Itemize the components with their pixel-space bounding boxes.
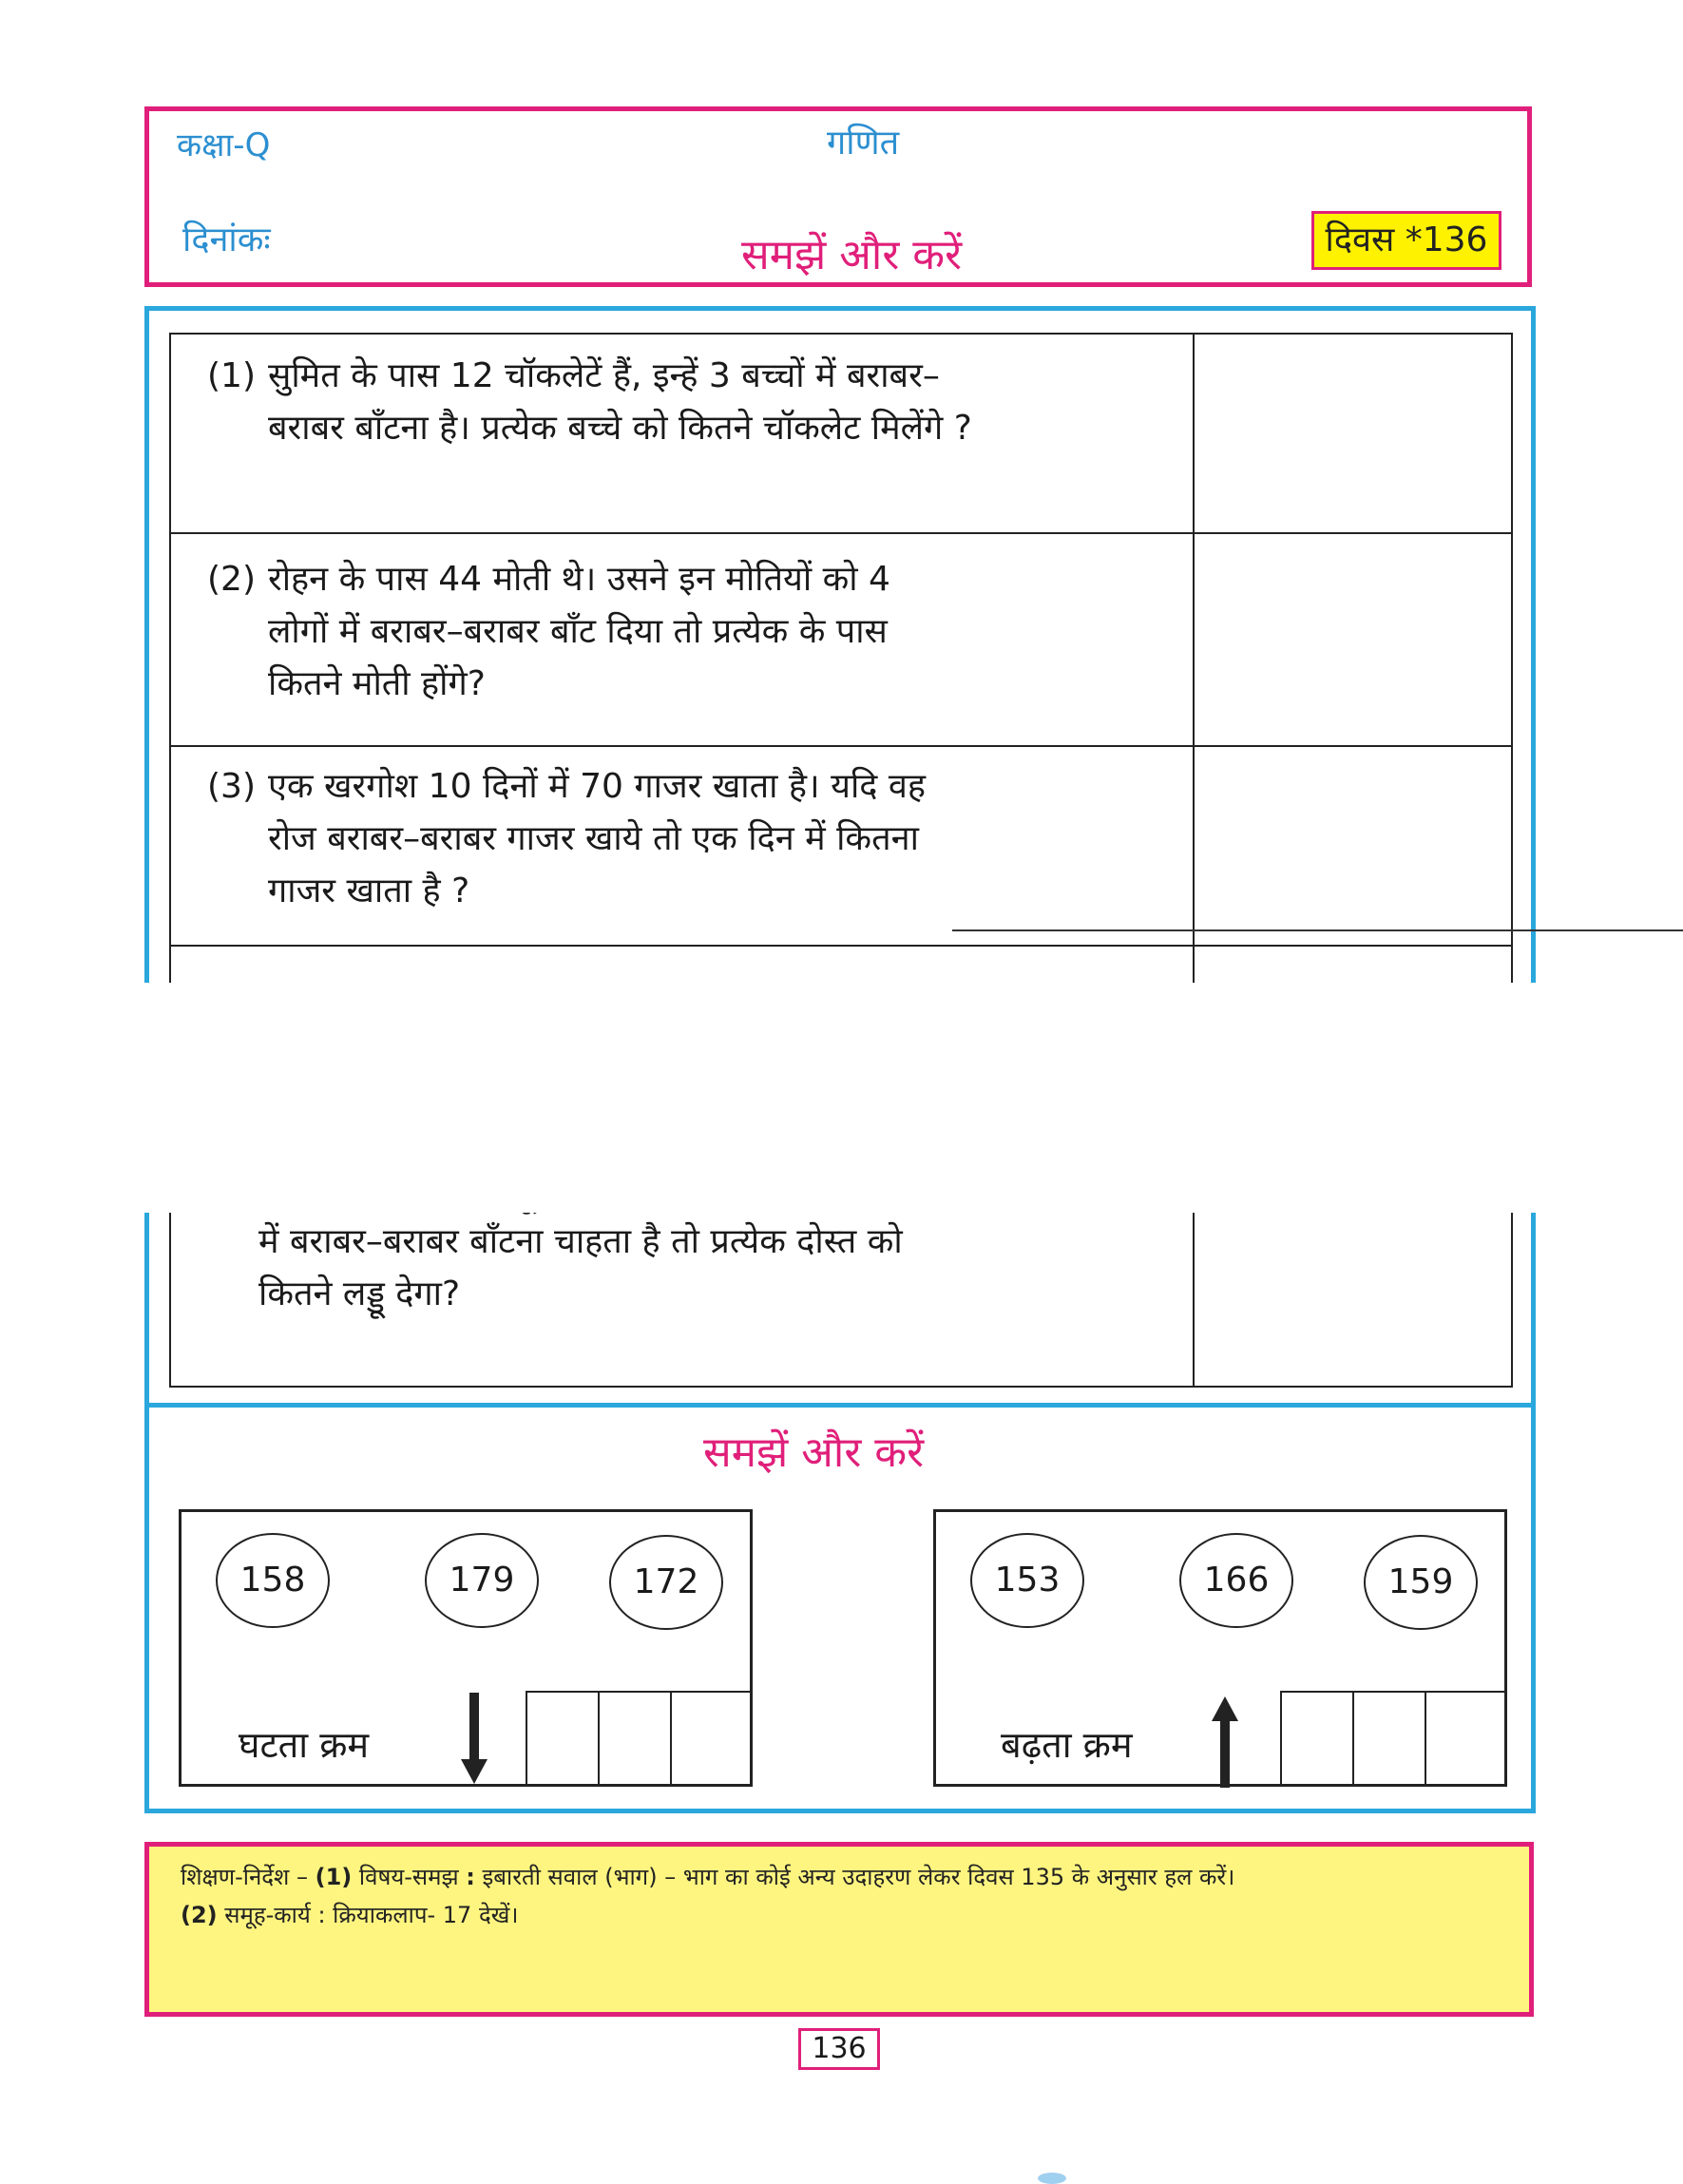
question-line: गाजर खाता है ? — [268, 872, 470, 910]
subject-label: गणित — [827, 124, 900, 163]
question-line: रोज बराबर–बराबर गाजर खाये तो एक दिन में कितना — [268, 819, 919, 858]
question-line: कितने मोती होंगे? — [268, 664, 486, 703]
answer-cell[interactable] — [1352, 1691, 1426, 1786]
answer-cell[interactable] — [1280, 1691, 1354, 1786]
date-label: दिनांकः — [182, 220, 271, 259]
arrow-up-icon — [1212, 1696, 1238, 1788]
class-label: कक्षा-Q — [177, 126, 271, 164]
page-number: 136 — [798, 2028, 880, 2070]
number-circle: 159 — [1364, 1535, 1478, 1630]
stray-line — [952, 929, 1683, 931]
answer-box-3[interactable] — [1195, 747, 1511, 943]
question-line: रोहन के पास 44 मोती थे। उसने इन मोतियों को 4 — [268, 560, 890, 599]
increasing-order-label: बढ़ता क्रम — [1001, 1724, 1133, 1766]
day-badge: दिवस *136 — [1311, 211, 1501, 270]
question-1 — [207, 350, 1195, 454]
number-circle: 153 — [970, 1533, 1084, 1628]
question-number: (3) — [207, 767, 256, 806]
header-title: समझें और करें — [741, 231, 963, 279]
question-line: में बराबर–बराबर बाँटना चाहता है तो प्रत्येक दोस्त को — [258, 1222, 903, 1261]
decreasing-order-box — [179, 1509, 753, 1787]
question-line: कितने लड्डू देगा? — [258, 1274, 461, 1313]
instructions-text: समूह-कार्य : क्रियाकलाप- 17 देखें। — [217, 1902, 519, 1928]
section-title: समझें और करें — [703, 1428, 925, 1477]
question-line: लोगों में बराबर–बराबर बाँट दिया तो प्रत्येक के पास — [268, 612, 888, 651]
section-divider — [144, 1403, 1536, 1408]
number-circle: 158 — [216, 1533, 330, 1628]
instructions-point-1: (1) — [315, 1864, 353, 1890]
arrow-down-icon — [461, 1693, 488, 1784]
instructions-colon: : — [466, 1864, 475, 1890]
instructions-text: इबारती सवाल (भाग) – भाग का कोई अन्य उदाहरण लेकर दिवस 135 के अनुसार हल करें। — [474, 1864, 1235, 1890]
instructions-topic: विषय-समझ — [352, 1864, 467, 1890]
decorative-dot — [1038, 2173, 1066, 2184]
instructions-point-2: (2) — [181, 1902, 218, 1928]
question-number: (2) — [207, 560, 256, 599]
answer-cell[interactable] — [1425, 1691, 1506, 1786]
question-line: बराबर बाँटना है। प्रत्येक बच्चे को कितने चॉकलेट मिलेंगे ? — [268, 409, 972, 448]
answer-box-2[interactable] — [1195, 534, 1511, 743]
missing-area — [133, 983, 1559, 1213]
question-line: एक खरगोश 10 दिनों में 70 गाजर खाता है। यदि वह — [268, 767, 926, 806]
answer-cell[interactable] — [670, 1691, 752, 1786]
instructions-prefix: शिक्षण-निर्देश – — [181, 1864, 316, 1890]
question-number: (1) — [207, 356, 256, 395]
question-2 — [207, 553, 1195, 710]
question-3 — [207, 760, 1195, 917]
instructions-line-1 — [181, 1861, 1234, 1892]
instructions-line-2 — [181, 1899, 518, 1930]
number-circle: 179 — [425, 1533, 539, 1628]
increasing-order-box — [933, 1509, 1507, 1787]
number-circle: 166 — [1179, 1533, 1293, 1628]
row-divider — [169, 945, 1513, 947]
answer-cell[interactable] — [598, 1691, 672, 1786]
question-line: सुमित के पास 12 चॉकलेटें हैं, इन्हें 3 बच्चों में बराबर– — [268, 356, 940, 395]
number-circle: 172 — [609, 1535, 723, 1630]
answer-box-1[interactable] — [1195, 335, 1511, 530]
answer-cell[interactable] — [526, 1691, 600, 1786]
decreasing-order-label: घटता क्रम — [239, 1724, 370, 1766]
